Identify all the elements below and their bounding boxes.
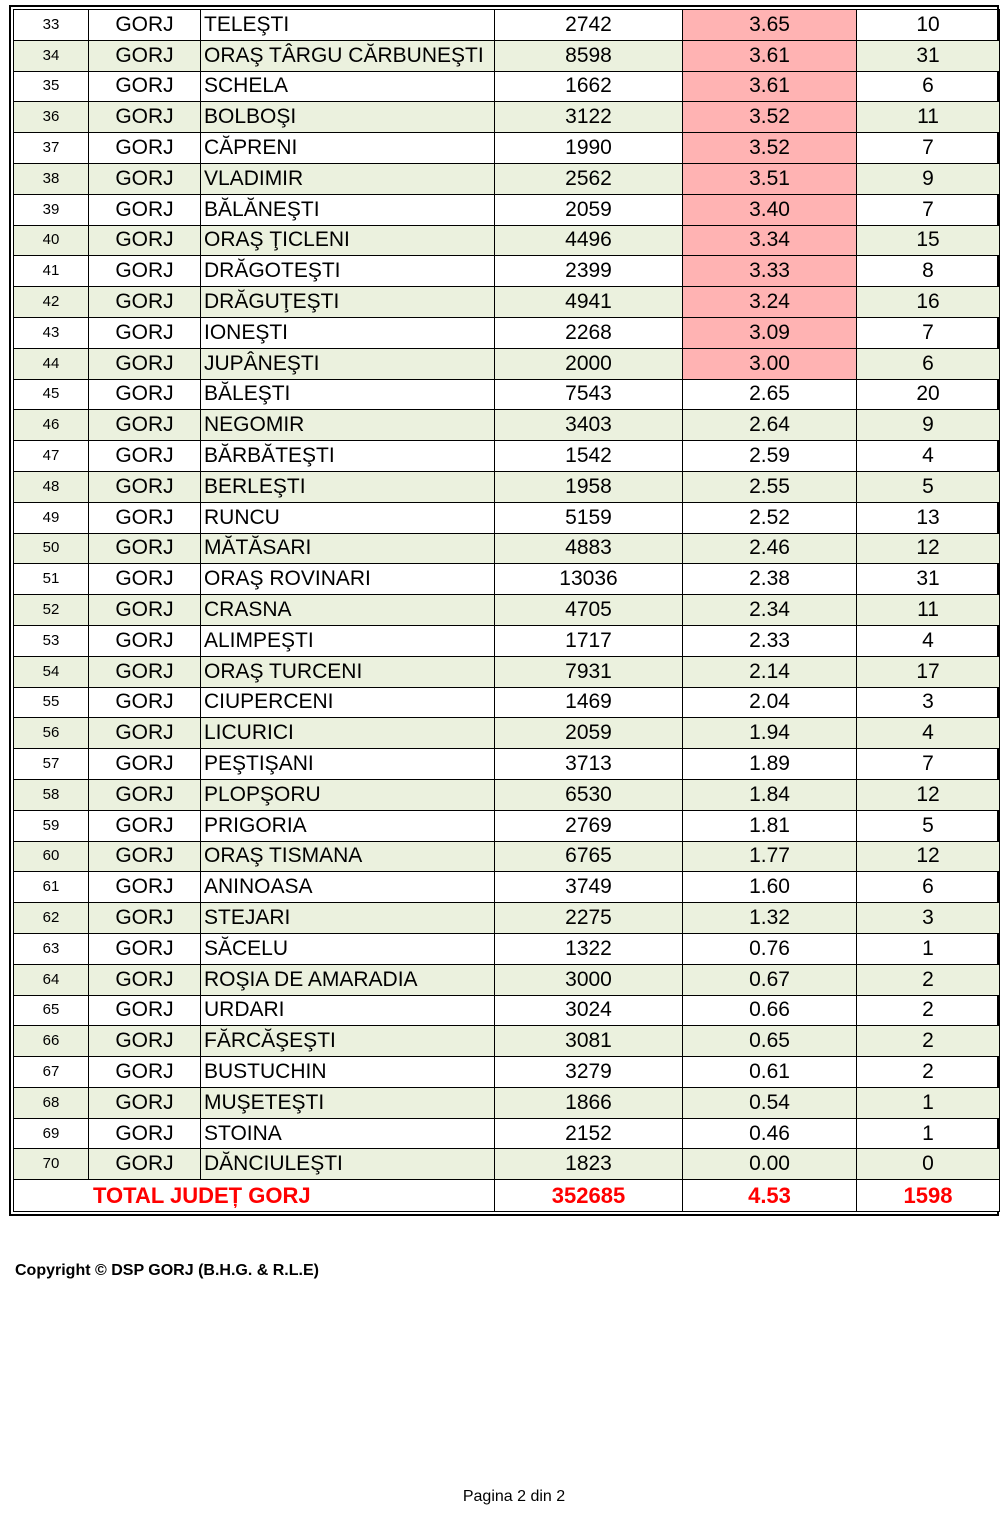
locality-cell: PEŞTIŞANI [201,749,495,780]
row-number: 36 [14,102,89,133]
rate-cell: 3.34 [683,225,857,256]
row-number: 39 [14,194,89,225]
county-cell: GORJ [89,625,201,656]
locality-cell: FĂRCĂŞEŞTI [201,1026,495,1057]
rate-cell: 2.46 [683,533,857,564]
row-number: 45 [14,379,89,410]
cases-cell: 4 [857,718,1000,749]
table-row [14,779,1000,810]
population-cell: 6530 [495,779,683,810]
population-cell: 7931 [495,656,683,687]
county-cell: GORJ [89,225,201,256]
county-cell: GORJ [89,471,201,502]
county-cell: GORJ [89,564,201,595]
locality-cell: PLOPŞORU [201,779,495,810]
county-cell: GORJ [89,749,201,780]
rate-cell: 2.38 [683,564,857,595]
population-cell: 3749 [495,872,683,903]
rate-cell: 2.33 [683,625,857,656]
table-row [14,656,1000,687]
rate-cell: 3.52 [683,102,857,133]
county-cell: GORJ [89,1149,201,1180]
row-number: 51 [14,564,89,595]
cases-cell: 7 [857,317,1000,348]
cases-cell: 5 [857,471,1000,502]
rate-cell: 1.89 [683,749,857,780]
cases-cell: 31 [857,564,1000,595]
total-label: TOTAL JUDEȚ GORJ [14,1180,495,1212]
table-row [14,1087,1000,1118]
cases-cell: 11 [857,595,1000,626]
population-cell: 3279 [495,1057,683,1088]
row-number: 65 [14,995,89,1026]
table-row [14,841,1000,872]
table-row [14,502,1000,533]
table-row [14,163,1000,194]
cases-cell: 6 [857,348,1000,379]
locality-cell: ORAŞ ROVINARI [201,564,495,595]
rate-cell: 3.40 [683,194,857,225]
county-cell: GORJ [89,718,201,749]
county-cell: GORJ [89,810,201,841]
county-cell: GORJ [89,933,201,964]
population-cell: 1542 [495,441,683,472]
table-row [14,194,1000,225]
rate-cell: 2.59 [683,441,857,472]
rate-cell: 3.52 [683,133,857,164]
population-cell: 4705 [495,595,683,626]
cases-cell: 8 [857,256,1000,287]
row-number: 69 [14,1118,89,1149]
population-cell: 2769 [495,810,683,841]
rate-cell: 0.61 [683,1057,857,1088]
locality-cell: ORAŞ TISMANA [201,841,495,872]
county-cell: GORJ [89,40,201,71]
population-cell: 2399 [495,256,683,287]
locality-cell: IONEŞTI [201,317,495,348]
locality-cell: LICURICI [201,718,495,749]
rate-cell: 2.04 [683,687,857,718]
cases-cell: 1 [857,1087,1000,1118]
table-row [14,471,1000,502]
table-row [14,317,1000,348]
row-number: 42 [14,287,89,318]
population-cell: 13036 [495,564,683,595]
locality-cell: ANINOASA [201,872,495,903]
county-cell: GORJ [89,317,201,348]
county-cell: GORJ [89,348,201,379]
rate-cell: 1.84 [683,779,857,810]
table-row [14,379,1000,410]
table-row [14,687,1000,718]
rate-cell: 1.94 [683,718,857,749]
cases-cell: 13 [857,502,1000,533]
row-number: 59 [14,810,89,841]
locality-cell: TELEŞTI [201,10,495,41]
locality-cell: BUSTUCHIN [201,1057,495,1088]
cases-cell: 5 [857,810,1000,841]
row-number: 70 [14,1149,89,1180]
population-cell: 1662 [495,71,683,102]
county-cell: GORJ [89,995,201,1026]
county-cell: GORJ [89,1026,201,1057]
rate-cell: 1.81 [683,810,857,841]
population-cell: 1717 [495,625,683,656]
rate-cell: 3.24 [683,287,857,318]
row-number: 44 [14,348,89,379]
row-number: 62 [14,903,89,934]
cases-cell: 12 [857,841,1000,872]
cases-cell: 2 [857,1026,1000,1057]
cases-cell: 7 [857,194,1000,225]
cases-cell: 12 [857,533,1000,564]
population-cell: 3122 [495,102,683,133]
row-number: 38 [14,163,89,194]
row-number: 47 [14,441,89,472]
table-row [14,71,1000,102]
cases-cell: 2 [857,1057,1000,1088]
rate-cell: 2.65 [683,379,857,410]
table-row [14,903,1000,934]
population-cell: 7543 [495,379,683,410]
population-cell: 6765 [495,841,683,872]
data-table-container [9,5,999,1216]
localities-table [13,9,1000,1212]
table-row [14,10,1000,41]
total-population: 352685 [495,1180,683,1212]
cases-cell: 2 [857,964,1000,995]
cases-cell: 15 [857,225,1000,256]
table-row [14,256,1000,287]
locality-cell: DRĂGOTEŞTI [201,256,495,287]
rate-cell: 0.76 [683,933,857,964]
locality-cell: DĂNCIULEŞTI [201,1149,495,1180]
page-number: Pagina 2 din 2 [462,1488,566,1505]
rate-cell: 1.77 [683,841,857,872]
population-cell: 5159 [495,502,683,533]
rate-cell: 3.33 [683,256,857,287]
row-number: 37 [14,133,89,164]
table-row [14,964,1000,995]
population-cell: 1990 [495,133,683,164]
row-number: 61 [14,872,89,903]
table-row [14,810,1000,841]
cases-cell: 11 [857,102,1000,133]
table-row [14,441,1000,472]
cases-cell: 10 [857,10,1000,41]
row-number: 67 [14,1057,89,1088]
table-row [14,625,1000,656]
locality-cell: NEGOMIR [201,410,495,441]
county-cell: GORJ [89,964,201,995]
rate-cell: 0.66 [683,995,857,1026]
county-cell: GORJ [89,133,201,164]
population-cell: 3024 [495,995,683,1026]
population-cell: 3713 [495,749,683,780]
cases-cell: 1 [857,933,1000,964]
county-cell: GORJ [89,687,201,718]
county-cell: GORJ [89,287,201,318]
rate-cell: 0.46 [683,1118,857,1149]
cases-cell: 0 [857,1149,1000,1180]
population-cell: 4883 [495,533,683,564]
locality-cell: CRASNA [201,595,495,626]
row-number: 63 [14,933,89,964]
population-cell: 2152 [495,1118,683,1149]
table-row [14,933,1000,964]
table-row [14,102,1000,133]
rate-cell: 2.14 [683,656,857,687]
locality-cell: MUŞETEŞTI [201,1087,495,1118]
rate-cell: 2.34 [683,595,857,626]
population-cell: 1322 [495,933,683,964]
cases-cell: 6 [857,71,1000,102]
row-number: 54 [14,656,89,687]
rate-cell: 3.61 [683,71,857,102]
row-number: 64 [14,964,89,995]
cases-cell: 20 [857,379,1000,410]
row-number: 34 [14,40,89,71]
table-row [14,287,1000,318]
table-row [14,133,1000,164]
rate-cell: 0.67 [683,964,857,995]
population-cell: 2059 [495,718,683,749]
county-cell: GORJ [89,163,201,194]
population-cell: 3403 [495,410,683,441]
population-cell: 3000 [495,964,683,995]
population-cell: 4941 [495,287,683,318]
row-number: 40 [14,225,89,256]
population-cell: 4496 [495,225,683,256]
rate-cell: 3.09 [683,317,857,348]
rate-cell: 2.52 [683,502,857,533]
row-number: 52 [14,595,89,626]
table-row [14,1057,1000,1088]
cases-cell: 3 [857,903,1000,934]
cases-cell: 1 [857,1118,1000,1149]
population-cell: 2275 [495,903,683,934]
population-cell: 2268 [495,317,683,348]
table-row [14,872,1000,903]
county-cell: GORJ [89,595,201,626]
row-number: 33 [14,10,89,41]
county-cell: GORJ [89,1118,201,1149]
row-number: 60 [14,841,89,872]
table-row [14,225,1000,256]
county-cell: GORJ [89,779,201,810]
locality-cell: BĂLEŞTI [201,379,495,410]
cases-cell: 4 [857,441,1000,472]
row-number: 43 [14,317,89,348]
table-row [14,749,1000,780]
population-cell: 1469 [495,687,683,718]
locality-cell: ALIMPEŞTI [201,625,495,656]
table-row [14,1026,1000,1057]
row-number: 35 [14,71,89,102]
cases-cell: 9 [857,163,1000,194]
rate-cell: 0.65 [683,1026,857,1057]
locality-cell: CĂPRENI [201,133,495,164]
population-cell: 1958 [495,471,683,502]
county-cell: GORJ [89,410,201,441]
total-rate: 4.53 [683,1180,857,1212]
locality-cell: ORAŞ TÂRGU CĂRBUNEŞTI [201,40,495,71]
rate-cell: 1.60 [683,872,857,903]
population-cell: 1866 [495,1087,683,1118]
locality-cell: RUNCU [201,502,495,533]
locality-cell: VLADIMIR [201,163,495,194]
locality-cell: BĂLĂNEŞTI [201,194,495,225]
cases-cell: 16 [857,287,1000,318]
population-cell: 3081 [495,1026,683,1057]
table-row [14,1149,1000,1180]
table-body [14,10,1000,1180]
cases-cell: 2 [857,995,1000,1026]
cases-cell: 31 [857,40,1000,71]
table-row [14,718,1000,749]
population-cell: 2000 [495,348,683,379]
county-cell: GORJ [89,533,201,564]
population-cell: 2059 [495,194,683,225]
county-cell: GORJ [89,10,201,41]
rate-cell: 2.55 [683,471,857,502]
cases-cell: 6 [857,872,1000,903]
table-row [14,995,1000,1026]
table-row [14,564,1000,595]
county-cell: GORJ [89,1087,201,1118]
county-cell: GORJ [89,71,201,102]
total-cases: 1598 [857,1180,1000,1212]
row-number: 58 [14,779,89,810]
cases-cell: 7 [857,749,1000,780]
county-cell: GORJ [89,656,201,687]
cases-cell: 12 [857,779,1000,810]
row-number: 57 [14,749,89,780]
row-number: 56 [14,718,89,749]
locality-cell: ROŞIA DE AMARADIA [201,964,495,995]
table-row [14,1118,1000,1149]
cases-cell: 7 [857,133,1000,164]
county-cell: GORJ [89,903,201,934]
row-number: 50 [14,533,89,564]
row-number: 46 [14,410,89,441]
rate-cell: 3.61 [683,40,857,71]
rate-cell: 0.00 [683,1149,857,1180]
county-cell: GORJ [89,379,201,410]
locality-cell: DRĂGUŢEŞTI [201,287,495,318]
population-cell: 2562 [495,163,683,194]
locality-cell: STOINA [201,1118,495,1149]
population-cell: 2742 [495,10,683,41]
rate-cell: 0.54 [683,1087,857,1118]
cases-cell: 17 [857,656,1000,687]
rate-cell: 1.32 [683,903,857,934]
locality-cell: BOLBOŞI [201,102,495,133]
locality-cell: ORAŞ TURCENI [201,656,495,687]
cases-cell: 3 [857,687,1000,718]
locality-cell: SCHELA [201,71,495,102]
county-cell: GORJ [89,194,201,225]
cases-cell: 9 [857,410,1000,441]
county-cell: GORJ [89,872,201,903]
locality-cell: PRIGORIA [201,810,495,841]
county-cell: GORJ [89,256,201,287]
county-cell: GORJ [89,841,201,872]
rate-cell: 3.00 [683,348,857,379]
rate-cell: 3.51 [683,163,857,194]
locality-cell: ORAŞ ŢICLENI [201,225,495,256]
population-cell: 1823 [495,1149,683,1180]
locality-cell: SĂCELU [201,933,495,964]
county-cell: GORJ [89,1057,201,1088]
locality-cell: STEJARI [201,903,495,934]
locality-cell: BERLEŞTI [201,471,495,502]
table-row [14,40,1000,71]
locality-cell: JUPÂNEŞTI [201,348,495,379]
rate-cell: 2.64 [683,410,857,441]
county-cell: GORJ [89,502,201,533]
total-row [14,1180,1000,1212]
table-row [14,348,1000,379]
copyright-note: Copyright © DSP GORJ (B.H.G. & R.L.E) [15,1262,319,1279]
population-cell: 8598 [495,40,683,71]
cases-cell: 4 [857,625,1000,656]
county-cell: GORJ [89,102,201,133]
locality-cell: URDARI [201,995,495,1026]
row-number: 68 [14,1087,89,1118]
locality-cell: BĂRBĂTEŞTI [201,441,495,472]
row-number: 53 [14,625,89,656]
rate-cell: 3.65 [683,10,857,41]
table-row [14,533,1000,564]
row-number: 49 [14,502,89,533]
locality-cell: CIUPERCENI [201,687,495,718]
row-number: 55 [14,687,89,718]
county-cell: GORJ [89,441,201,472]
table-row [14,410,1000,441]
row-number: 48 [14,471,89,502]
row-number: 41 [14,256,89,287]
row-number: 66 [14,1026,89,1057]
table-row [14,595,1000,626]
locality-cell: MĂTĂSARI [201,533,495,564]
